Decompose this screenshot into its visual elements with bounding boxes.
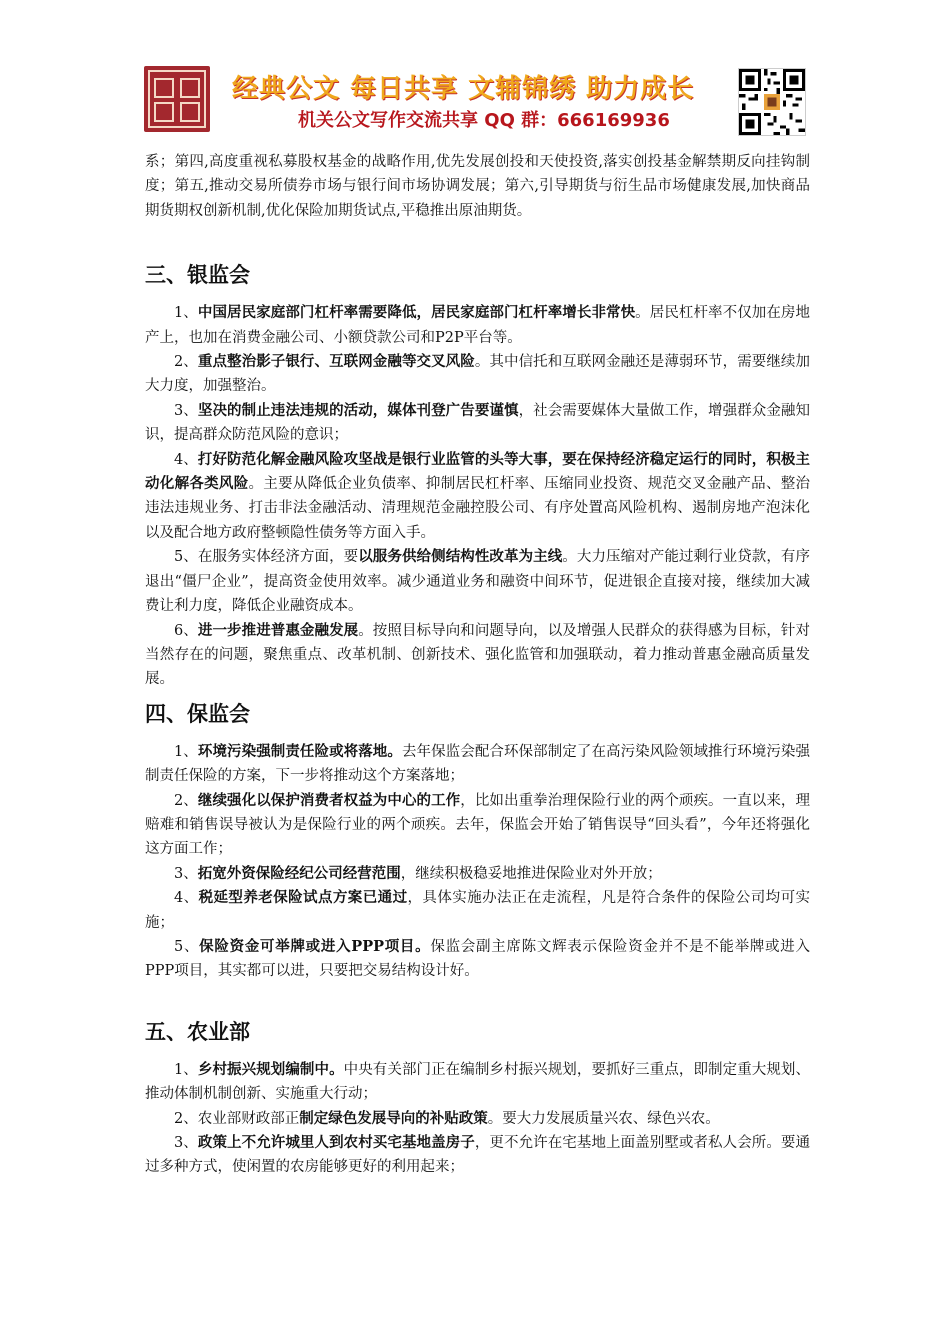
item-heading: 中国居民家庭部门杠杆率需要降低，居民家庭部门杠杆率增长非常快 [197, 304, 636, 322]
section-circ [145, 698, 810, 984]
item-number: 3、 [174, 865, 198, 882]
section-title-cbrc: 三、银监会 [145, 263, 250, 288]
item-heading: 拓宽外资保险经纪公司经营范围 [197, 864, 401, 882]
item-heading: 环境污染强制责任险或将落地。 [197, 742, 402, 760]
list-item [145, 1107, 810, 1131]
item-text: 。按照目标导向和问题导向，以及增强人民群众的获得感为目标，针对当然存在的问题，聚焦重点、改革机制、创新技术、强化监管和加强联动，着力推动普惠金融高质量发展。 [145, 622, 811, 688]
item-text: 保监会副主席陈文辉表示保险资金并不是不能举牌或进入PPP项目，其实都可以进，只要把交易结构设计好。 [145, 938, 810, 980]
item-text: 。居民杠杆率不仅加在房地产上，也加在消费金融公司、小额贷款公司和P2P平台等。 [145, 305, 811, 346]
item-number: 1、 [174, 305, 198, 322]
list-item [145, 619, 810, 692]
section-title-agriculture: 五、农业部 [145, 1019, 250, 1044]
item-text: ，社会需要媒体大量做工作，增强群众金融知识，提高群众防范风险的意识； [145, 402, 811, 444]
list-item [145, 862, 810, 886]
list-item [145, 740, 810, 789]
item-number: 4、 [174, 890, 199, 907]
header-slogan: 经典公文 每日共享 文辅锦绣 助力成长 [232, 74, 695, 104]
item-heading: 坚决的制止违法违规的活动，媒体刊登广告要谨慎 [197, 401, 519, 419]
item-heading: 重点整治影子银行、互联网金融等交叉风险 [197, 353, 475, 371]
item-text: ，比如出重拳治理保险行业的两个顽疾。一直以来，理赔难和销售误导被认为是保险行业的两个顽疾。去年，保监会开始了销售误导“回头看”，今年还将强化这方面工作； [145, 792, 811, 858]
item-text: 。其中信托和互联网金融还是薄弱环节，需要继续加大力度，加强整治。 [145, 354, 811, 395]
list-item [145, 935, 810, 984]
list-item [145, 789, 810, 862]
list-item [145, 301, 810, 350]
item-heading: 乡村振兴规划编制中。 [197, 1060, 344, 1078]
item-number: 3、 [174, 402, 198, 419]
section-title-circ: 四、保监会 [145, 701, 250, 726]
item-text: ，具体实施办法正在走流程，凡是符合条件的保险公司均可实施； [145, 890, 810, 931]
list-item [145, 448, 810, 546]
item-text: 。大力压缩对产能过剩行业贷款，有序退出“僵尸企业”，提高资金使用效率。减少通道业务和融资中间环节，促进银企直接对接，继续加大减费让利力度，降低企业融资成本。 [145, 549, 811, 615]
list-item [145, 1058, 810, 1107]
item-heading: 以服务供给侧结构性改革为主线 [358, 548, 563, 566]
item-text: 在服务实体经济方面，要 [197, 549, 359, 566]
list-item [145, 545, 810, 618]
item-heading: 继续强化以保护消费者权益为中心的工作 [197, 791, 461, 809]
item-heading: 政策上不允许城里人到农村买宅基地盖房子 [197, 1134, 475, 1151]
document-body [145, 150, 810, 1180]
item-text: ，更不允许在宅基地上面盖别墅或者私人会所。要通过多种方式，使闲置的农房能够更好的利用起来； [145, 1135, 811, 1176]
item-heading: 保险资金可举牌或进入PPP项目。 [199, 937, 431, 955]
item-number: 2、 [174, 1110, 198, 1127]
item-number: 5、 [174, 549, 198, 566]
item-number: 2、 [174, 354, 198, 371]
item-heading: 进一步推进普惠金融发展 [197, 621, 359, 639]
list-item [145, 399, 810, 448]
item-number: 1、 [174, 743, 198, 760]
item-heading: 税延型养老保险试点方案已通过 [198, 889, 408, 907]
item-heading: 打好防范化解金融风险攻坚战是银行业监管的头等大事，要在保持经济稳定运行的同时，积极主动化解各类风险 [145, 450, 811, 493]
item-number: 1、 [174, 1061, 198, 1078]
item-text: 农业部财政部正 [197, 1110, 300, 1127]
item-number: 5、 [174, 938, 200, 955]
item-text: 中央有关部门正在编制乡村振兴规划，要抓好三重点，即制定重大规划、推动体制机制创新、实施重大行动； [145, 1061, 811, 1103]
item-number: 6、 [174, 622, 198, 639]
item-number: 3、 [174, 1135, 198, 1151]
item-text: ，继续积极稳妥地推进保险业对外开放； [400, 865, 662, 882]
item-heading: 制定绿色发展导向的补贴政策 [299, 1109, 488, 1127]
item-text: 。主要从降低企业负债率、抑制居民杠杆率、压缩同业投资、规范交叉金融产品、整治违法违规业务、打击非法金融活动、清理规范金融控股公司、有序处置高风险机构、遏制房地产泡沫化以及配合地方政府整顿隐性债务等方面入手。 [145, 476, 811, 541]
item-text: 去年保监会配合环保部制定了在高污染风险领域推行环境污染强制责任保险的方案，下一步将推动这个方案落地； [145, 743, 811, 785]
list-item [145, 1131, 810, 1180]
item-text: 。要大力发展质量兴农、绿色兴农。 [487, 1110, 720, 1127]
list-item [145, 350, 810, 399]
qq-group-line: 机关公文写作交流共享 QQ 群：666169936 [298, 110, 670, 131]
intro-paragraph: 系；第四,高度重视私募股权基金的战略作用,优先发展创投和天使投资,落实创投基金解禁期反向挂钩制度；第五,推动交易所债券市场与银行间市场协调发展；第六,引导期货与衍生品市场健康发展,加快商品期货期权创新机制,优化保险加期货试点,平稳推出原油期货。 [145, 154, 810, 219]
page-header [140, 62, 812, 136]
item-number: 4、 [174, 451, 198, 468]
qr-code-icon [738, 68, 806, 136]
list-item [145, 886, 810, 935]
section-agriculture [145, 1016, 810, 1180]
item-number: 2、 [174, 792, 198, 809]
section-cbrc [145, 259, 810, 692]
brand-logo [144, 66, 210, 132]
